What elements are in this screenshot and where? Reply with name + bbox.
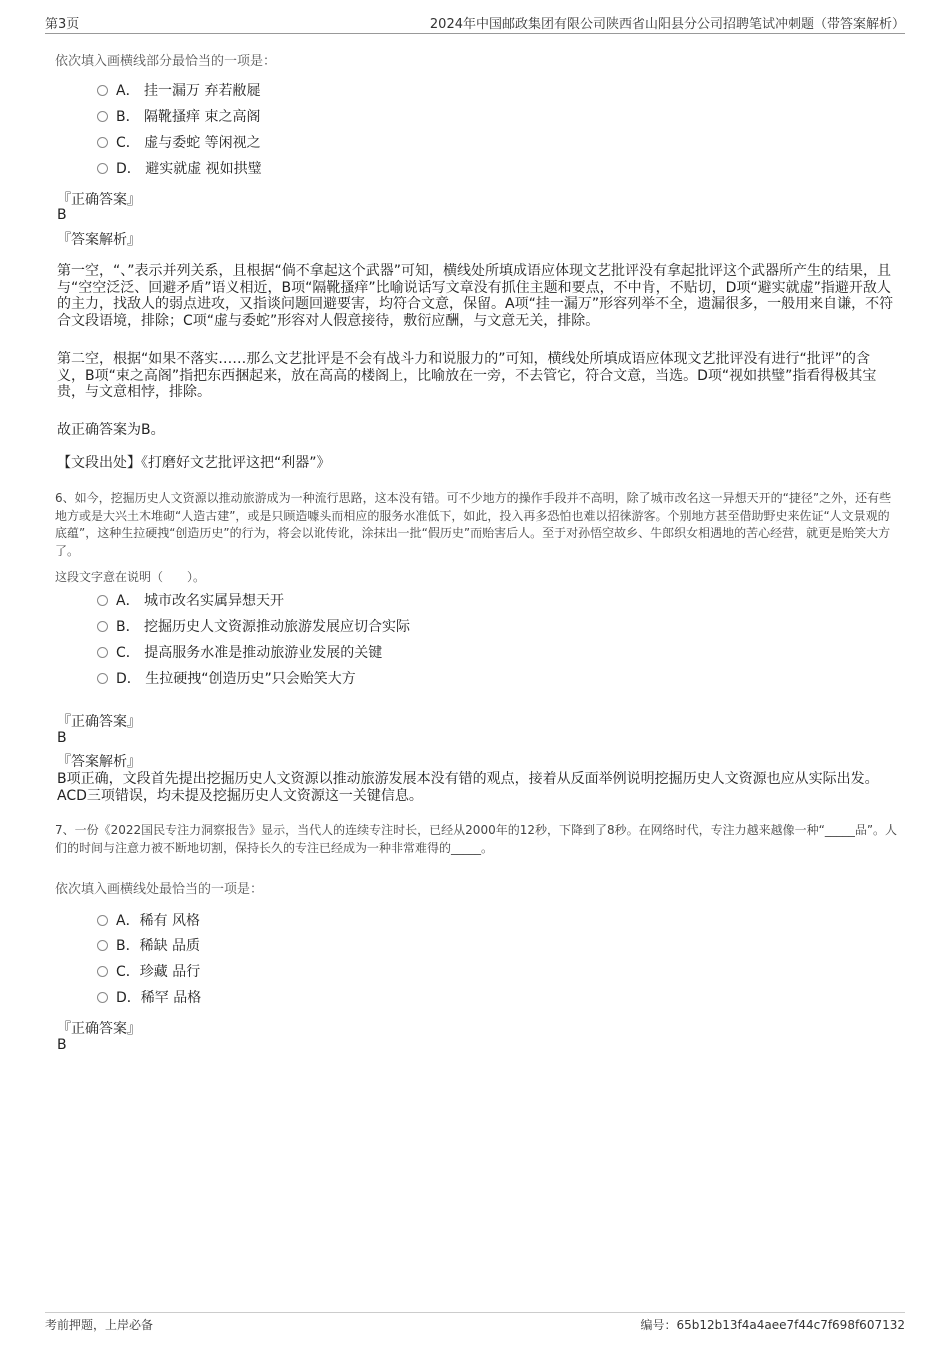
q7-option-c[interactable]: C．珍藏 品行 [97, 962, 200, 982]
page-number: 第3页 [45, 17, 80, 32]
page-footer [45, 1312, 905, 1339]
q5-conclusion: 故正确答案为B。 [57, 422, 165, 438]
q6-stem: 6、如今，挖掘历史人文资源以推动旅游成为一种流行思路，这本没有错。可不少地方的操作手段并不高明，除了城市改名这一异想天开的“捷径”之外，还有些地方或是大兴土木堆砌“人造古建”，或是只顾造噱头而相应的服务水准低下，如此，投入再多恐怕也难以招徕游客。个别地方甚至借助野史来佐证“人文景观的底蕴”，这种生拉硬拽“创造历史”的行为，将会以讹传讹，涂抹出一批“假历史”而贻害后人。至于对孙悟空故乡、牛郎织女相遇地的苦心经营，就更是贻笑大方了。 [55, 491, 892, 558]
page-header [45, 13, 905, 34]
q5-answer: B [57, 207, 67, 223]
q7-answer: B [57, 1037, 67, 1053]
q7-option-b[interactable]: B．稀缺 品质 [97, 936, 200, 956]
q5-source: 【文段出处】《打磨好文艺批评这把“利器”》 [57, 455, 331, 471]
radio-icon[interactable] [97, 85, 108, 96]
q7-stem: 7、一份《2022国民专注力洞察报告》显示，当代人的连续专注时长，已经从2000年的12秒，下降到了8秒。在网络时代，专注力越来越像一种“_____品”。人们的时间与注意力被不断地切割，保持长久的专注已经成为一种非常难得的_____。 [55, 823, 898, 855]
q5-analysis-para2: 第二空，根据“如果不落实……那么文艺批评是不会有战斗力和说服力的”可知，横线处所填成语应体现文艺批评没有进行“批评”的含义，B项“束之高阁”指把东西捆起来，放在高高的楼阁上，比喻放在一旁，不去管它，符合文意，当选。D项“视如拱璧”指看得极其宝贵，与文意相悖，排除。 [57, 351, 877, 400]
radio-icon[interactable] [97, 111, 108, 122]
radio-icon[interactable] [97, 673, 108, 684]
q7-option-a[interactable]: A．稀有 风格 [97, 911, 200, 931]
radio-icon[interactable] [97, 163, 108, 174]
radio-icon[interactable] [97, 595, 108, 606]
radio-icon[interactable] [97, 647, 108, 658]
radio-icon[interactable] [97, 992, 108, 1003]
q5-prompt: 依次填入画横线部分最恰当的一项是： [55, 54, 277, 69]
q5-answer-label: 『正确答案』 [57, 192, 141, 208]
q6-analysis-label: 『答案解析』 [57, 754, 141, 770]
q6-analysis: B项正确，文段首先提出挖掘历史人文资源以推动旅游发展本没有错的观点，接着从反面举例说明挖掘历史人文资源也应从实际出发。ACD三项错误，均未提及挖掘历史人文资源这一关键信息。 [57, 771, 879, 804]
radio-icon[interactable] [97, 137, 108, 148]
radio-icon[interactable] [97, 621, 108, 632]
q5-option-a[interactable]: A． 挂一漏万 弃若敝屣 [97, 81, 260, 101]
q6-option-d[interactable]: D． 生拉硬拽“创造历史”只会贻笑大方 [97, 669, 356, 689]
radio-icon[interactable] [97, 915, 108, 926]
q6-question: 这段文字意在说明（ ）。 [55, 570, 206, 584]
radio-icon[interactable] [97, 940, 108, 951]
q7-prompt: 依次填入画横线处最恰当的一项是： [55, 882, 264, 897]
q5-option-b[interactable]: B． 隔靴搔痒 束之高阁 [97, 107, 261, 127]
q5-analysis-label: 『答案解析』 [57, 232, 141, 248]
radio-icon[interactable] [97, 966, 108, 977]
q5-option-c[interactable]: C． 虚与委蛇 等闲视之 [97, 133, 261, 153]
q5-analysis-para1: 第一空，“、”表示并列关系，且根据“倘不拿起这个武器”可知，横线处所填成语应体现文艺批评没有拿起批评这个武器所产生的结果，且与“空空泛泛、回避矛盾”语义相近，B项“隔靴搔痒”比喻说话写文章没有抓住主题和要点，不中肯，不贴切，D项“避实就虚”指避开敌人的主力，找敌人的弱点进攻，又指谈问题回避要害，均符合文意，保留。A项“挂一漏万”形容列举不全，遗漏很多，一般用来自谦，不符合文段语境，排除；C项“虚与委蛇”形容对人假意接待，敷衍应酬，与文意无关，排除。 [57, 263, 894, 329]
q6-answer: B [57, 730, 67, 746]
q6-option-c[interactable]: C． 提高服务水准是推动旅游业发展的关键 [97, 643, 382, 663]
footer-slogan: 考前押题，上岸必备 [45, 1318, 154, 1332]
q7-option-d[interactable]: D．稀罕 品格 [97, 988, 201, 1008]
q5-option-d[interactable]: D． 避实就虚 视如拱璧 [97, 159, 262, 179]
q6-answer-label: 『正确答案』 [57, 714, 141, 730]
q7-answer-label: 『正确答案』 [57, 1021, 141, 1037]
document-id: 编号：65b12b13f4a4aee7f44c7f698f607132 [640, 1318, 905, 1332]
document-title: 2024年中国邮政集团有限公司陕西省山阳县分公司招聘笔试冲刺题（带答案解析） [429, 17, 905, 32]
q6-option-b[interactable]: B． 挖掘历史人文资源推动旅游发展应切合实际 [97, 617, 410, 637]
q6-option-a[interactable]: A． 城市改名实属异想天开 [97, 591, 284, 611]
